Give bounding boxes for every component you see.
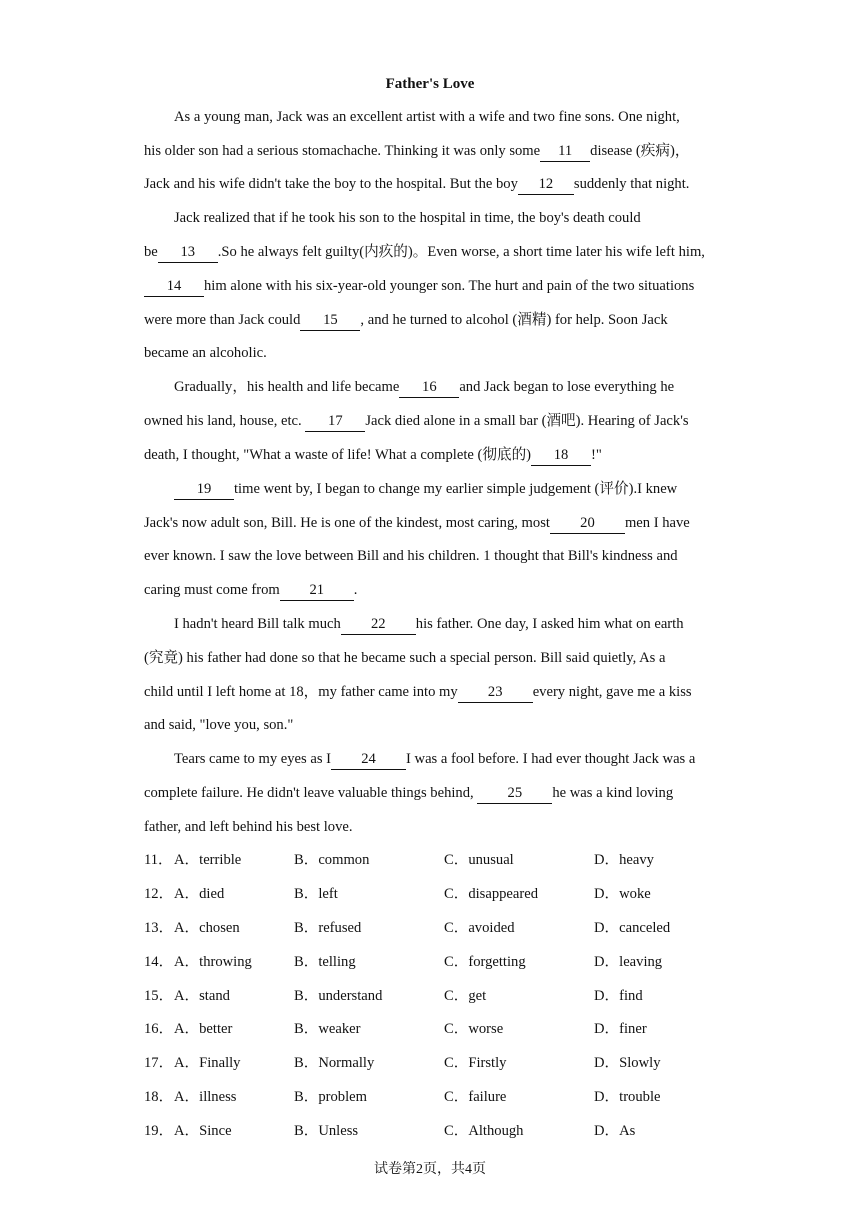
passage-text: disease (疾病)，: [590, 143, 690, 159]
passage-text: his father. One day, I asked him what on earth: [415, 616, 684, 632]
option-b[interactable]: B．refused: [294, 920, 362, 936]
question-row: [144, 1119, 744, 1143]
passage-text: I hadn't heard Bill talk much: [174, 616, 341, 632]
option-d[interactable]: D．Slowly: [594, 1055, 661, 1071]
option-a[interactable]: A．terrible: [174, 852, 242, 868]
passage-text: !": [591, 447, 602, 463]
passage-line: [144, 544, 678, 568]
passage-line: [174, 105, 680, 129]
option-c[interactable]: C．Firstly: [444, 1055, 507, 1071]
blank-18: 18: [531, 445, 591, 466]
blank-23: 23: [458, 682, 533, 703]
option-d[interactable]: D．canceled: [594, 920, 671, 936]
option-a[interactable]: A．chosen: [174, 920, 240, 936]
passage-text: Jack realized that if he took his son to the hospital in time, the boy's death could: [174, 210, 641, 226]
blank-22: 22: [341, 614, 416, 635]
passage-line: [144, 341, 267, 365]
option-b[interactable]: B．left: [294, 886, 338, 902]
passage-line: [174, 747, 695, 771]
passage-line: [144, 172, 689, 196]
option-c[interactable]: C．get: [444, 988, 487, 1004]
question-row: [144, 848, 744, 872]
passage-line: [144, 511, 690, 535]
passage-text: , and he turned to alcohol (酒精) for help. Soon Jack: [360, 312, 668, 328]
option-d[interactable]: D．leaving: [594, 954, 663, 970]
passage-text: Tears came to my eyes as I: [174, 751, 332, 767]
passage-text: caring must come from: [144, 582, 280, 598]
option-b[interactable]: B．common: [294, 852, 370, 868]
option-b[interactable]: B．Normally: [294, 1055, 375, 1071]
passage-text: (究竟) his father had done so that he became such a special person. Bill said quietly, As a: [144, 650, 666, 666]
blank-15: 15: [300, 310, 360, 331]
option-a[interactable]: A．throwing: [174, 954, 252, 970]
passage-text: and said, "love you, son.": [144, 717, 294, 733]
option-c[interactable]: C．forgetting: [444, 954, 526, 970]
passage-text: ever known. I saw the love between Bill and his children. 1 thought that Bill's kindness and: [144, 548, 678, 564]
question-number: 12．: [144, 886, 174, 902]
passage-text: complete failure. He didn't leave valuable things behind,: [144, 785, 474, 801]
passage-line: [144, 409, 689, 433]
passage-text: I was a fool before. I had ever thought Jack was a: [406, 751, 696, 767]
passage-text: and Jack began to lose everything he: [459, 379, 675, 395]
passage-text: became an alcoholic.: [144, 345, 267, 361]
question-row: [144, 1051, 744, 1075]
option-d[interactable]: D．woke: [594, 886, 651, 902]
question-row: [144, 916, 744, 940]
passage-line: [174, 375, 674, 399]
blank-11: 11: [540, 141, 590, 162]
blank-16: 16: [399, 377, 459, 398]
blank-19: 19: [174, 479, 234, 500]
blank-13: 13: [158, 242, 218, 263]
option-d[interactable]: D．heavy: [594, 852, 654, 868]
passage-text: he was a kind loving: [552, 785, 674, 801]
passage-text: Jack died alone in a small bar (酒吧). Hearing of Jack's: [365, 413, 689, 429]
question-row: [144, 1017, 744, 1041]
passage-text: As a young man, Jack was an excellent artist with a wife and two fine sons. One night,: [174, 109, 680, 125]
passage-line: [144, 781, 673, 805]
passage-text: were more than Jack could: [144, 312, 301, 328]
passage-line: [144, 274, 694, 298]
passage-line: [174, 206, 641, 230]
question-number: 16．: [144, 1021, 174, 1037]
passage-text: Gradually，his health and life became: [174, 379, 400, 395]
option-b[interactable]: B．weaker: [294, 1021, 361, 1037]
passage-line: [144, 139, 689, 163]
option-c[interactable]: C．disappeared: [444, 886, 539, 902]
question-number: 17．: [144, 1055, 174, 1071]
passage-text: Jack and his wife didn't take the boy to the hospital. But the boy: [144, 176, 518, 192]
option-c[interactable]: C．Although: [444, 1123, 524, 1139]
passage-text: time went by, I began to change my earlier simple judgement (评价).I knew: [234, 481, 678, 497]
question-row: [144, 984, 744, 1008]
passage-line: [174, 477, 677, 501]
blank-12: 12: [518, 174, 574, 195]
option-d[interactable]: D．As: [594, 1123, 636, 1139]
passage-line: [144, 443, 602, 467]
page-footer: 试卷第2页，共4页: [374, 1162, 486, 1177]
passage-text: suddenly that night.: [573, 176, 690, 192]
passage-line: [144, 713, 293, 737]
passage-line: [144, 680, 692, 704]
question-number: 18．: [144, 1089, 174, 1105]
option-c[interactable]: C．worse: [444, 1021, 504, 1037]
option-a[interactable]: A．Finally: [174, 1055, 241, 1071]
question-number: 14．: [144, 954, 174, 970]
option-d[interactable]: D．find: [594, 988, 643, 1004]
passage-text: .: [353, 582, 358, 598]
option-b[interactable]: B．Unless: [294, 1123, 359, 1139]
blank-20: 20: [550, 513, 625, 534]
option-b[interactable]: B．problem: [294, 1089, 367, 1105]
blank-14: 14: [144, 276, 204, 297]
passage-title: Father's Love: [385, 76, 475, 92]
passage-text: men I have: [624, 515, 690, 531]
passage-text: death, I thought, "What a waste of life! What a complete (彻底的): [144, 447, 532, 463]
option-a[interactable]: A．Since: [174, 1123, 232, 1139]
option-a[interactable]: A．illness: [174, 1089, 237, 1105]
question-number: 11．: [144, 852, 173, 868]
passage-line: [144, 240, 705, 264]
passage-line: [144, 578, 357, 602]
question-number: 19．: [144, 1123, 174, 1139]
passage-line: [144, 308, 668, 332]
blank-24: 24: [331, 749, 406, 770]
question-number: 15．: [144, 988, 174, 1004]
passage-text: Jack's now adult son, Bill. He is one of the kindest, most caring, most: [144, 515, 550, 531]
option-a[interactable]: A．stand: [174, 988, 230, 1004]
passage-text: him alone with his six-year-old younger son. The hurt and pain of the two situations: [204, 278, 695, 294]
passage-line: [144, 646, 665, 670]
option-a[interactable]: A．died: [174, 886, 225, 902]
passage-text: child until I left home at 18，my father came into my: [144, 684, 458, 700]
option-c[interactable]: C．failure: [444, 1089, 507, 1105]
option-a[interactable]: A．better: [174, 1021, 233, 1037]
passage-line: [174, 612, 684, 636]
passage-text: owned his land, house, etc.: [144, 413, 302, 429]
passage-text: father, and left behind his best love.: [144, 819, 353, 835]
question-number: 13．: [144, 920, 174, 936]
question-row: [144, 882, 744, 906]
passage-text: be: [144, 244, 158, 260]
option-b[interactable]: B．telling: [294, 954, 356, 970]
option-b[interactable]: B．understand: [294, 988, 383, 1004]
passage-text: .So he always felt guilty(内疚的)。Even worse, a short time later his wife left him,: [217, 244, 705, 260]
passage-line: [144, 815, 353, 839]
option-c[interactable]: C．avoided: [444, 920, 515, 936]
option-c[interactable]: C．unusual: [444, 852, 514, 868]
question-row: [144, 1085, 744, 1109]
passage-text: his older son had a serious stomachache. Thinking it was only some: [144, 143, 541, 159]
blank-25: 25: [477, 783, 552, 804]
question-row: [144, 950, 744, 974]
option-d[interactable]: D．finer: [594, 1021, 647, 1037]
blank-17: 17: [305, 411, 365, 432]
passage-text: every night, gave me a kiss: [532, 684, 692, 700]
blank-21: 21: [280, 580, 354, 601]
option-d[interactable]: D．trouble: [594, 1089, 661, 1105]
